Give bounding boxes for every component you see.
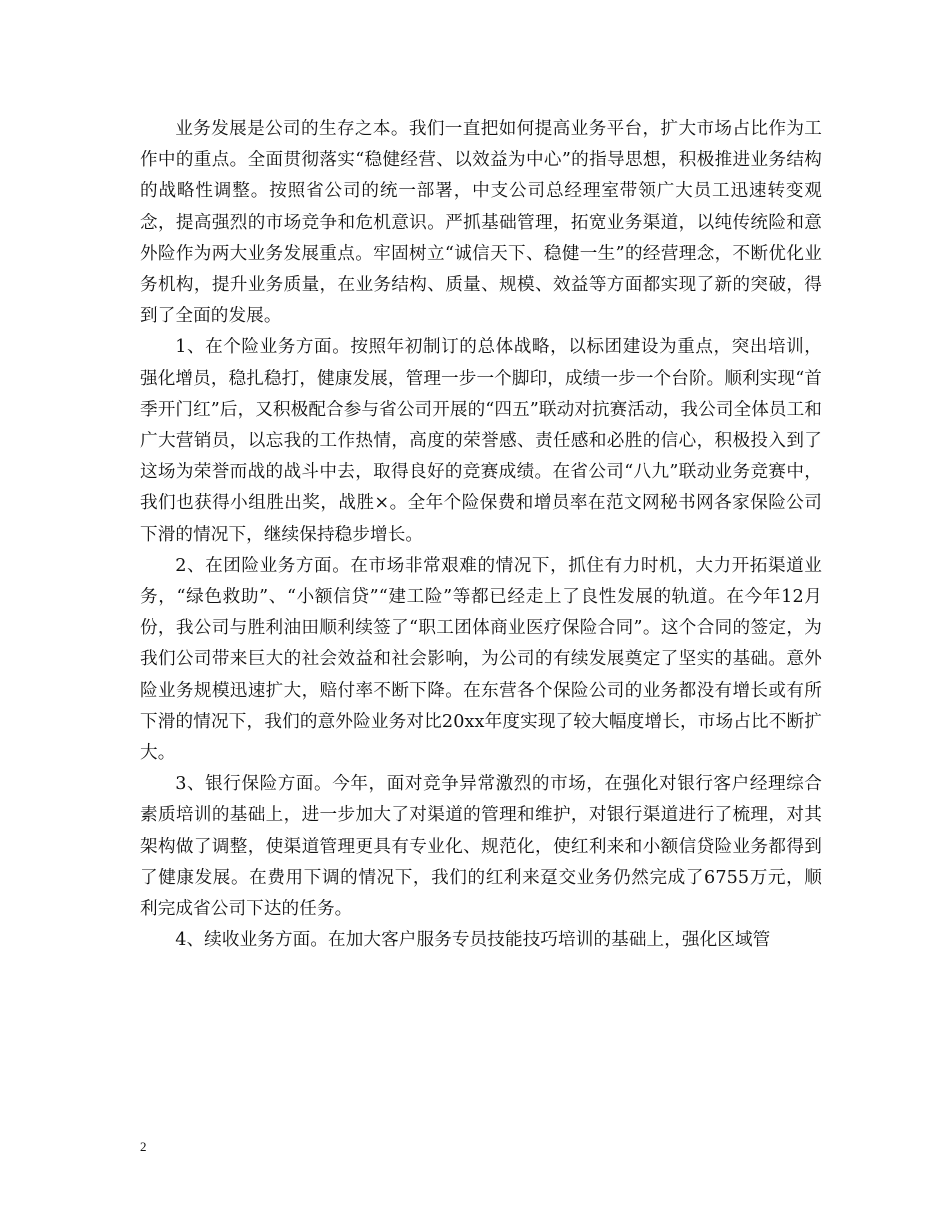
paragraph-group-insurance: 2、在团险业务方面。在市场非常艰难的情况下，抓住有力时机，大力开拓渠道业务，“绿色救助”、“小额信贷”“建工险”等都已经走上了良性发展的轨道。在今年12月份，我公司与胜利油田顺利续签了“职工团体商业医疗保险合同”。这个合同的签定，为我们公司带来巨大的社会效益和社会影响，为公司的有续发展奠定了坚实的基础。意外险业务规模迅速扩大，赔付率不断下降。在东营各个保险公司的业务都没有增长或有所下滑的情况下，我们的意外险业务对比20xx年度实现了较大幅度增长，市场占比不断扩大。 xyxy=(140,555,822,764)
page-number: 2 xyxy=(140,1139,147,1154)
paragraph-intro: 业务发展是公司的生存之本。我们一直把如何提高业务平台，扩大市场占比作为工作中的重点。全面贯彻落实“稳健经营、以效益为中心”的指导思想，积极推进业务结构的战略性调整。按照省公司的统一部署，中支公司总经理室带领广大员工迅速转变观念，提高强烈的市场竞争和危机意识。严抓基础管理，拓宽业务渠道，以纯传统险和意外险作为两大业务发展重点。牢固树立“诚信天下、稳健一生”的经营理念，不断优化业务机构，提升业务质量，在业务结构、质量、规模、效益等方面都实现了新的突破，得到了全面的发展。 xyxy=(140,119,822,327)
paragraph-bank-insurance: 3、银行保险方面。今年，面对竞争异常激烈的市场，在强化对银行客户经理综合素质培训的基础上，进一步加大了对渠道的管理和维护，对银行渠道进行了梳理，对其架构做了调整，使渠道管理更具有专业化、规范化，使红利来和小额信贷险业务都得到了健康发展。在费用下调的情况下，我们的红利来趸交业务仍然完成了6755万元，顺利完成省公司下达的任务。 xyxy=(140,774,822,920)
body-text xyxy=(140,114,822,956)
paragraph-renewal-business: 4、续收业务方面。在加大客户服务专员技能技巧培训的基础上，强化区域管 xyxy=(175,930,771,951)
paragraph-individual-insurance: 1、在个险业务方面。按照年初制订的总体战略，以标团建设为重点，突出培训，强化增员，稳扎稳打，健康发展，管理一步一个脚印，成绩一步一个台阶。顺利实现“首季开门红”后，又积极配合参与省公司开展的“四五”联动对抗赛活动，我公司全体员工和广大营销员，以忘我的工作热情，高度的荣誉感、责任感和必胜的信心，积极投入到了这场为荣誉而战的战斗中去，取得良好的竞赛成绩。在省公司“八九”联动业务竞赛中，我们也获得小组胜出奖，战胜×。全年个险保费和增员率在范文网秘书网各家保险公司下滑的情况下，继续保持稳步增长。 xyxy=(140,337,822,545)
